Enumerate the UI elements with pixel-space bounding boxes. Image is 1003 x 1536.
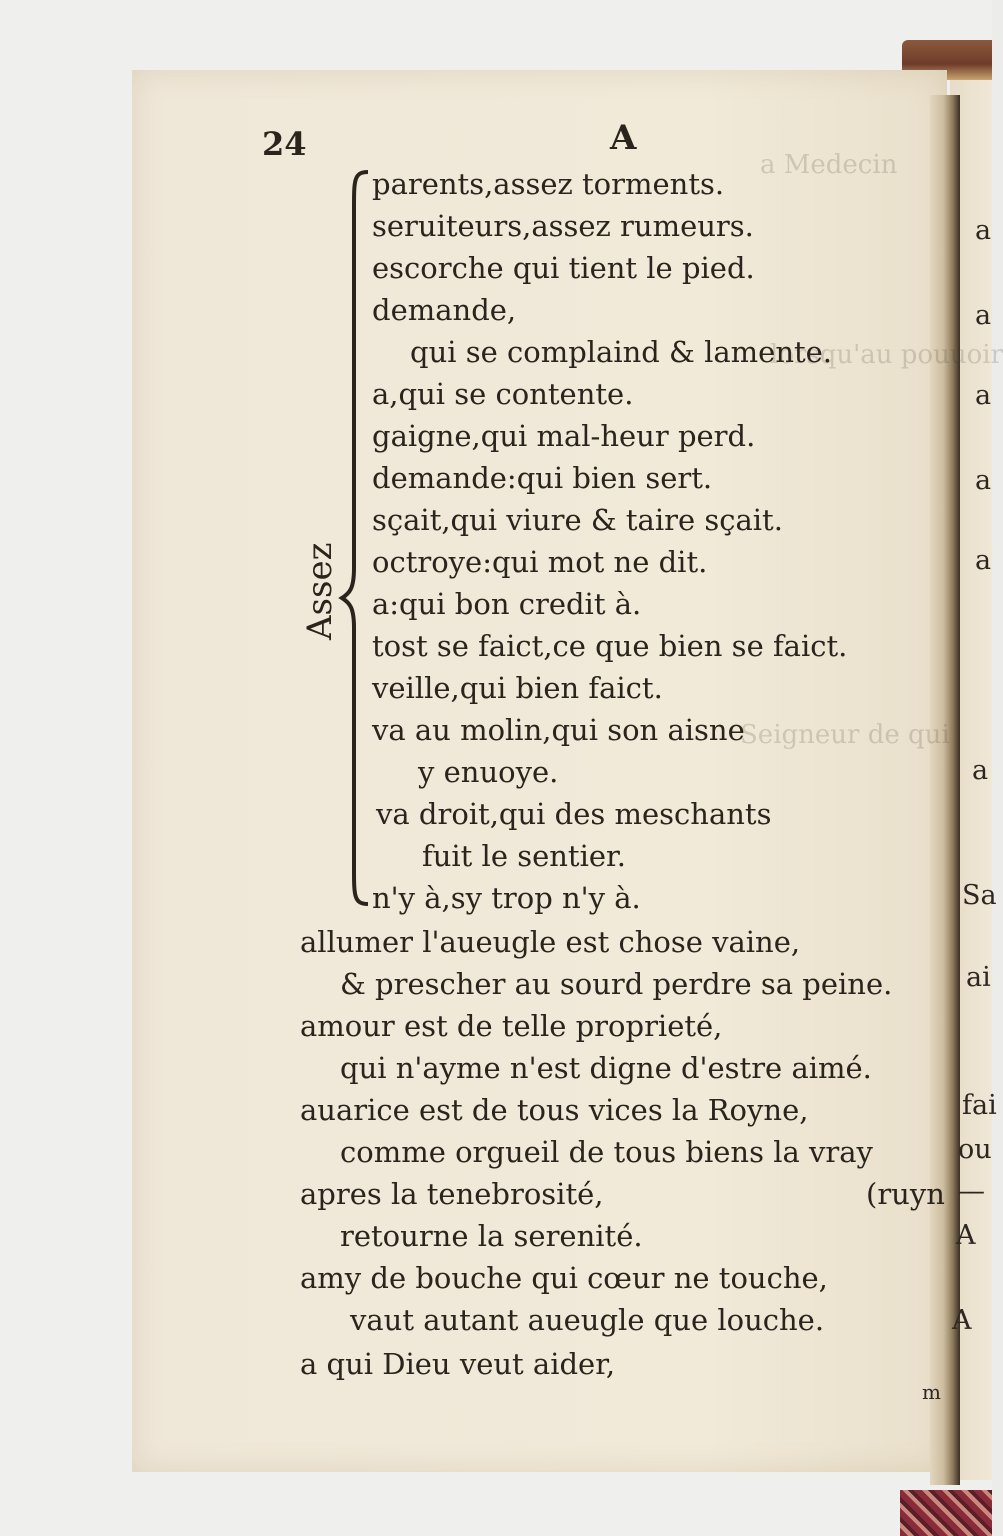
facing-page-fragment: a xyxy=(975,215,992,246)
facing-page-fragment: fai xyxy=(962,1090,997,1121)
facing-page-fragment: a xyxy=(975,465,992,496)
brace-line: escorche qui tient le pied. xyxy=(372,251,755,285)
proverb-line: auarice est de tous vices la Royne, xyxy=(300,1093,809,1127)
proverb-line: vaut autant aueugle que louche. xyxy=(350,1303,825,1337)
facing-page-fragment: a xyxy=(975,300,992,331)
gutter-shadow xyxy=(930,95,960,1485)
proverb-line: retourne la serenité. xyxy=(340,1219,643,1253)
brace-line: n'y à,sy trop n'y à. xyxy=(372,881,641,915)
brace-line: gaigne,qui mal-heur perd. xyxy=(372,419,756,453)
brace-line: sçait,qui viure & taire sçait. xyxy=(372,503,783,537)
facing-page-fragment: Sa xyxy=(962,880,997,911)
brace-line: seruiteurs,assez rumeurs. xyxy=(372,209,754,243)
facing-page-fragment: — xyxy=(958,1176,985,1207)
proverb-line: a qui Dieu veut aider, xyxy=(300,1347,616,1381)
brace-line: octroye:qui mot ne dit. xyxy=(372,545,708,579)
proverb-line: & prescher au sourd perdre sa peine. xyxy=(340,967,893,1001)
facing-page-fragment: m xyxy=(922,1380,941,1404)
brace-line: a,qui se contente. xyxy=(372,377,634,411)
brace-line: qui se complaind & lamente. xyxy=(410,335,833,369)
brace-line: a:qui bon credit à. xyxy=(372,587,642,621)
brace-line: tost se faict,ce que bien se faict. xyxy=(372,629,848,663)
proverb-line: amy de bouche qui cœur ne touche, xyxy=(300,1261,828,1295)
brace-line: y enuoye. xyxy=(418,755,559,789)
facing-page-fragment: A xyxy=(956,1220,976,1251)
show-through-text: Seigneur de qui xyxy=(740,720,950,750)
proverb-line: qui n'ayme n'est digne d'estre aimé. xyxy=(340,1051,872,1085)
page-number: 24 xyxy=(262,125,307,163)
proverb-line: amour est de telle proprieté, xyxy=(300,1009,723,1043)
show-through-text: a Medecin xyxy=(760,150,898,180)
brace-word: Assez xyxy=(300,542,340,640)
binding-headband xyxy=(900,1490,992,1536)
show-through-text: lorsqu'au pouuoir xyxy=(770,340,1003,370)
brace-line: parents,assez torments. xyxy=(372,167,725,201)
proverb-line: (ruyn xyxy=(866,1177,945,1211)
facing-page-fragment: a xyxy=(972,755,989,786)
proverb-line: allumer l'aueugle est chose vaine, xyxy=(300,925,801,959)
proverb-line: comme orgueil de tous biens la vray xyxy=(340,1135,873,1169)
facing-page-fragment: a xyxy=(975,545,992,576)
brace-line: fuit le sentier. xyxy=(422,839,626,873)
proverb-line: apres la tenebrosité, xyxy=(300,1177,604,1211)
brace-line: va au molin,qui son aisne xyxy=(372,713,745,747)
brace-line: demande:qui bien sert. xyxy=(372,461,713,495)
facing-page-fragment: A xyxy=(952,1305,972,1336)
brace-line: va droit,qui des meschants xyxy=(376,797,772,831)
facing-page-fragment: ou xyxy=(958,1134,992,1165)
brace-line: demande, xyxy=(372,293,517,327)
facing-page-fragment: ai xyxy=(966,962,991,993)
facing-page-fragment: a xyxy=(975,380,992,411)
brace-line: veille,qui bien faict. xyxy=(372,671,663,705)
curly-brace xyxy=(340,168,374,908)
page-header: A xyxy=(610,118,637,158)
